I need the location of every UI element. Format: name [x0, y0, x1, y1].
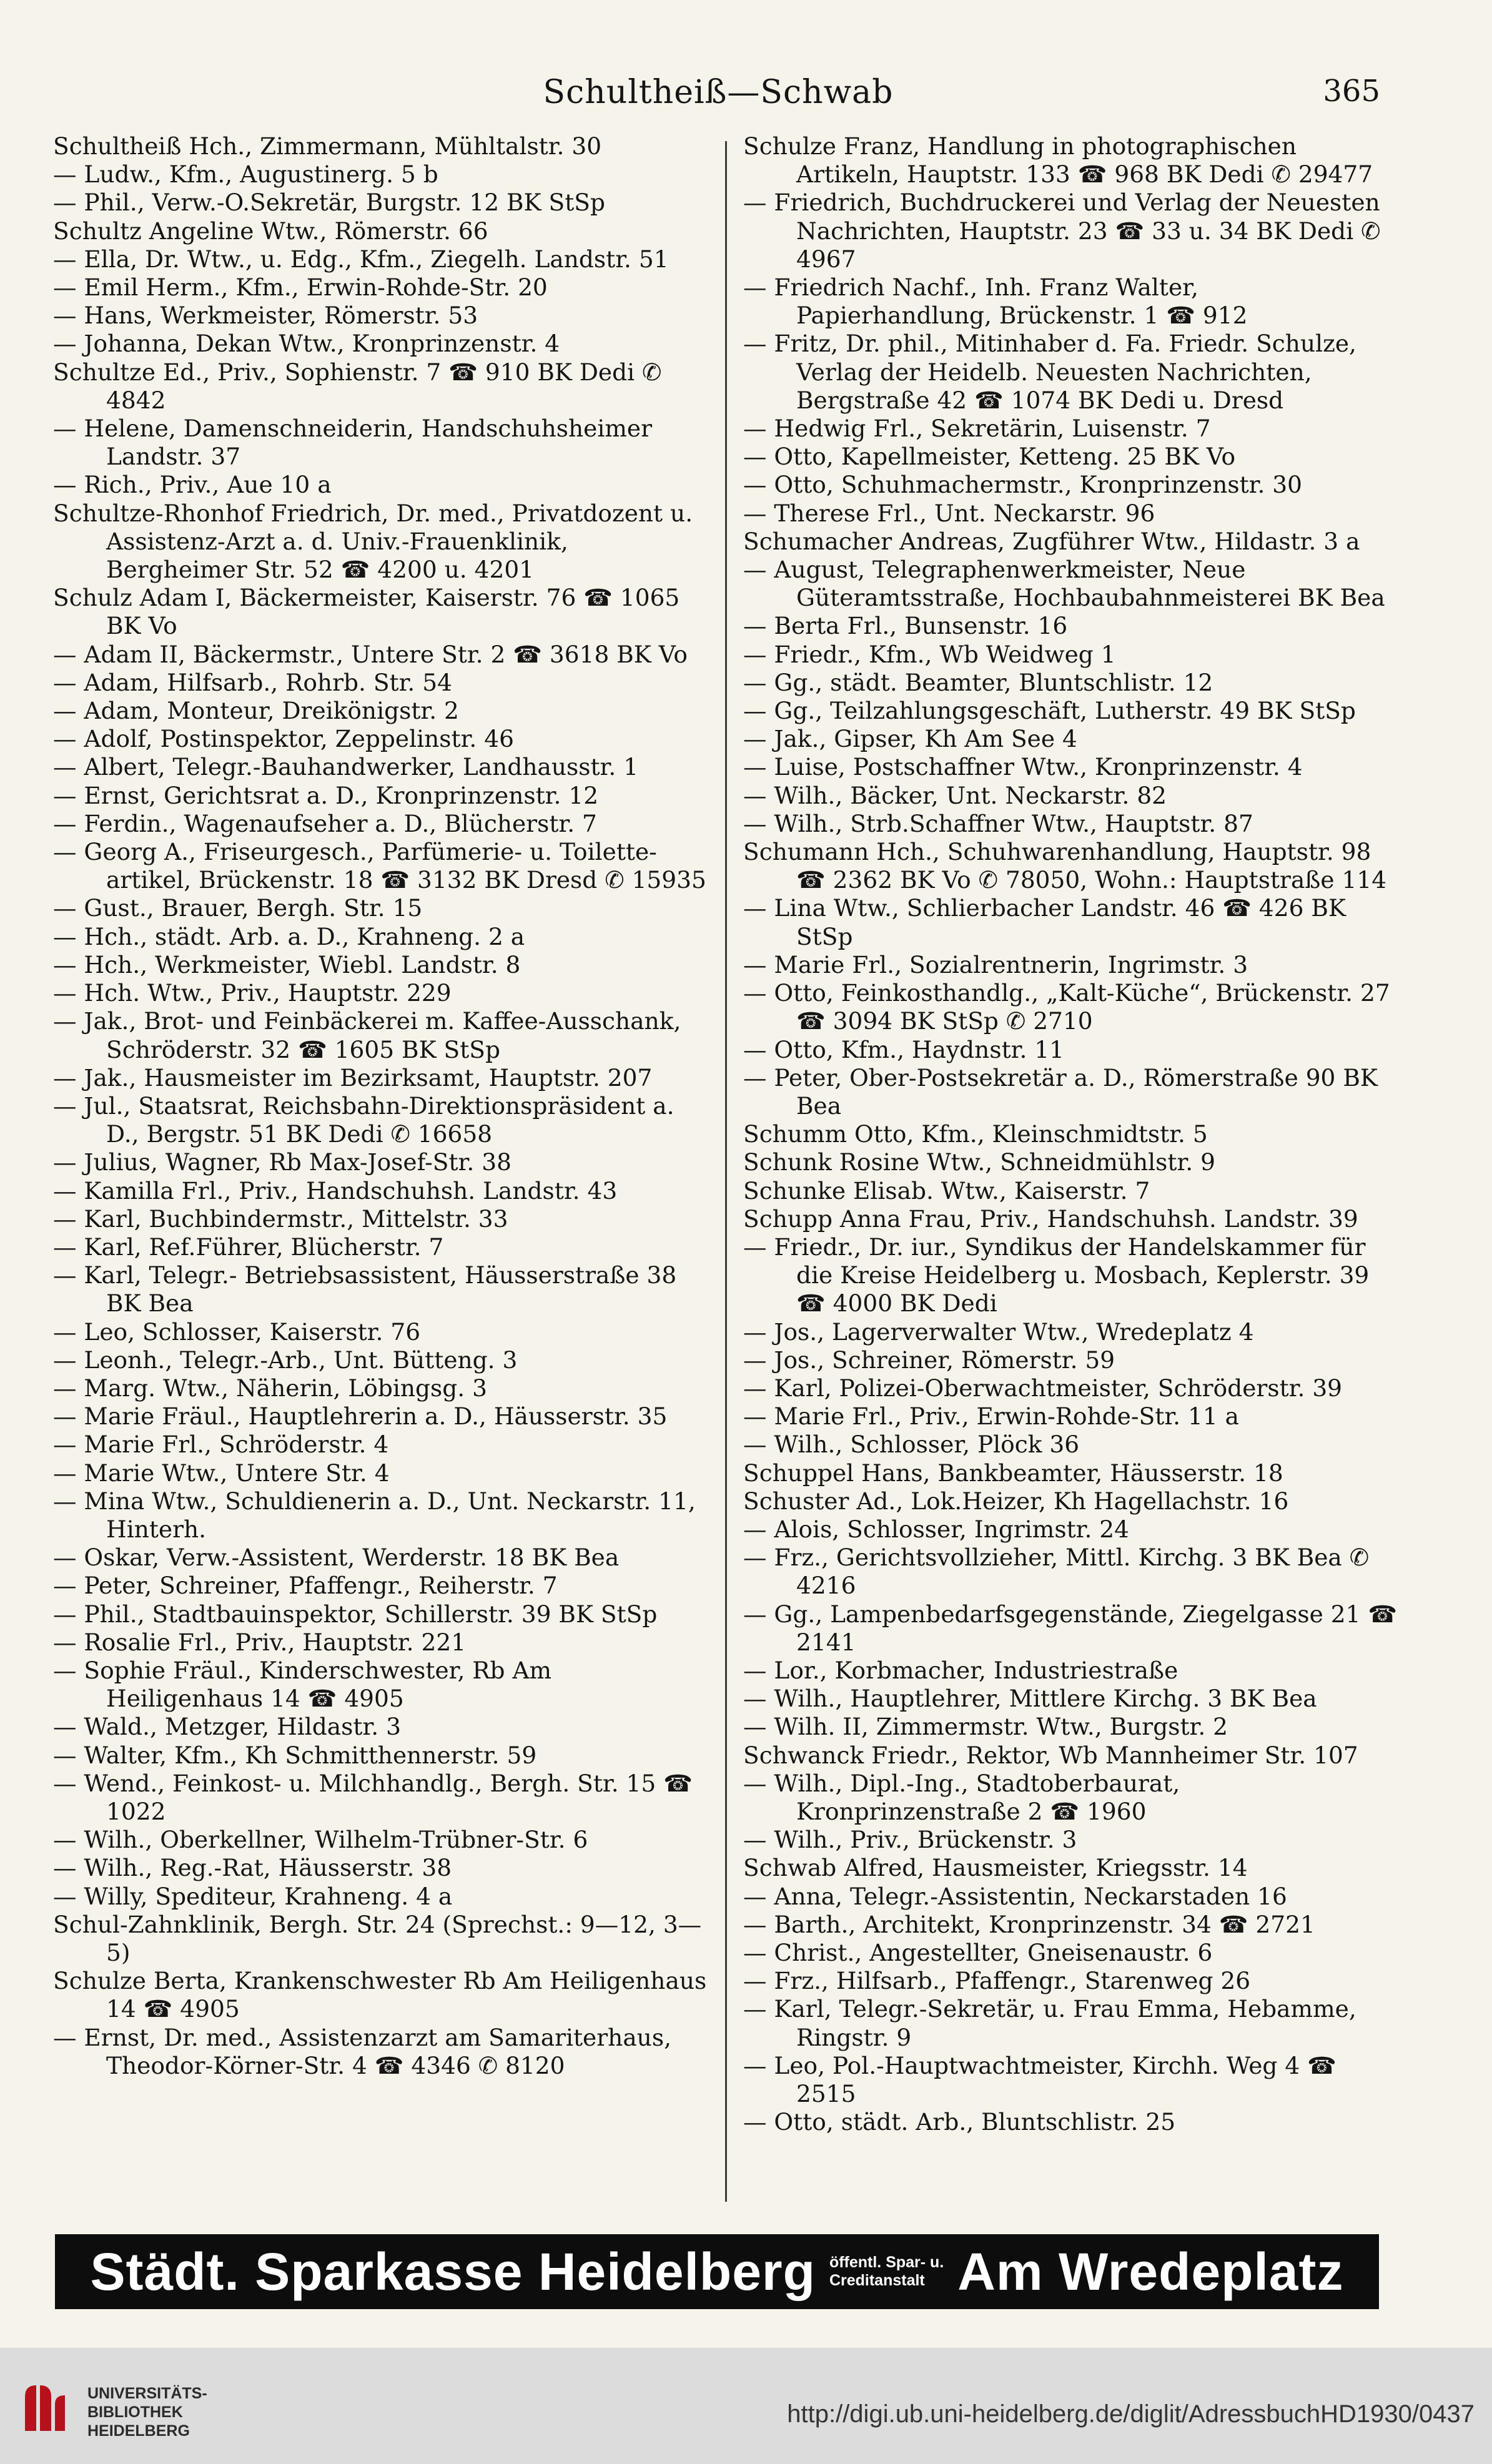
ad-small-line-2: Creditanstalt: [829, 2272, 925, 2289]
directory-entry: — Walter, Kfm., Kh Schmitthennerstr. 59: [53, 1741, 537, 1769]
directory-entry: Schunk Rosine Wtw., Schneidmühlstr. 9: [743, 1148, 1215, 1176]
column-divider: [725, 141, 727, 2202]
digitization-url-link[interactable]: http://digi.ub.uni-heidelberg.de/diglit/AdressbuchHD1930/0437: [787, 2400, 1475, 2428]
page-number: 365: [1323, 74, 1380, 109]
directory-entry: Schultze-Rhonhof Friedrich, Dr. med., Privatdozent u. Assistenz-Arzt a. d. Univ.-Frauenklinik, Bergheimer Str. 52 ☎ 4200 u. 4201: [53, 499, 693, 584]
directory-entry: — Jul., Staatsrat, Reichsbahn-Direktionspräsident a. D., Bergstr. 51 BK Dedi ✆ 16658: [53, 1092, 674, 1148]
library-name-line-3: HEIDELBERG: [87, 2422, 190, 2440]
sparkasse-advertisement: [55, 2234, 1379, 2309]
library-name-line-1: UNIVERSITÄTS-: [87, 2385, 207, 2402]
directory-entry: — Karl, Ref.Führer, Blücherstr. 7: [53, 1233, 444, 1261]
directory-entry: — Adolf, Postinspektor, Zeppelinstr. 46: [53, 725, 514, 753]
directory-entry: — Leonh., Telegr.-Arb., Unt. Bütteng. 3: [53, 1346, 518, 1374]
directory-entry: Schwanck Friedr., Rektor, Wb Mannheimer Str. 107: [743, 1741, 1358, 1769]
directory-entry: — Hans, Werkmeister, Römerstr. 53: [53, 302, 478, 330]
directory-entry: — Wilh., Bäcker, Unt. Neckarstr. 82: [743, 781, 1167, 809]
directory-entry: — Peter, Ober-Postsekretär a. D., Römerstraße 90 BK Bea: [743, 1063, 1378, 1120]
directory-entry: — Marie Wtw., Untere Str. 4: [53, 1459, 390, 1487]
directory-entry: Schul-Zahnklinik, Bergh. Str. 24 (Sprechst.: 9—12, 3—5): [53, 1910, 702, 1966]
directory-entry: — Karl, Telegr.- Betriebsassistent, Häusserstraße 38 BK Bea: [53, 1261, 677, 1318]
directory-entry: — Wilh., Oberkellner, Wilhelm-Trübner-Str. 6: [53, 1826, 588, 1854]
directory-entry: — Adam, Monteur, Dreikönigstr. 2: [53, 697, 459, 725]
directory-entry: — Willy, Spediteur, Krahneng. 4 a: [53, 1882, 453, 1910]
directory-entry: — Leo, Pol.-Hauptwachtmeister, Kirchh. Weg 4 ☎ 2515: [743, 2051, 1336, 2108]
directory-entry: — Wilh., Dipl.-Ing., Stadtoberbaurat, Kronprinzenstraße 2 ☎ 1960: [743, 1769, 1180, 1825]
directory-entry: Schwab Alfred, Hausmeister, Kriegsstr. 14: [743, 1854, 1248, 1882]
directory-entry: — Mina Wtw., Schuldienerin a. D., Unt. Neckarstr. 11, Hinterh.: [53, 1487, 696, 1543]
directory-entry: — Friedrich Nachf., Inh. Franz Walter, Papierhandlung, Brückenstr. 1 ☎ 912: [743, 274, 1248, 330]
directory-entry: — Helene, Damenschneiderin, Handschuhsheimer Landstr. 37: [53, 415, 653, 471]
directory-entry: — Jos., Schreiner, Römerstr. 59: [743, 1346, 1115, 1374]
directory-columns: [53, 132, 1398, 2199]
directory-entry: — August, Telegraphenwerkmeister, Neue Güteramtsstraße, Hochbaubahnmeisterei BK Bea: [743, 556, 1385, 612]
directory-entry: — Wend., Feinkost- u. Milchhandlg., Bergh. Str. 15 ☎ 1022: [53, 1769, 693, 1825]
directory-entry: — Karl, Buchbindermstr., Mittelstr. 33: [53, 1205, 508, 1233]
directory-entry: — Otto, Schuhmachermstr., Kronprinzenstr. 30: [743, 471, 1303, 499]
directory-entry: — Julius, Wagner, Rb Max-Josef-Str. 38: [53, 1148, 511, 1176]
directory-entry: — Otto, Feinkosthandlg., „Kalt-Küche“, Brückenstr. 27 ☎ 3094 BK StSp ✆ 2710: [743, 979, 1390, 1035]
directory-entry: — Marie Frl., Schröderstr. 4: [53, 1431, 389, 1459]
directory-entry: — Alois, Schlosser, Ingrimstr. 24: [743, 1515, 1130, 1543]
directory-entry: — Wald., Metzger, Hildastr. 3: [53, 1713, 401, 1741]
directory-entry: — Berta Frl., Bunsenstr. 16: [743, 612, 1068, 640]
directory-entry: — Hch., Werkmeister, Wiebl. Landstr. 8: [53, 950, 521, 978]
directory-entry: — Gust., Brauer, Bergh. Str. 15: [53, 894, 423, 922]
directory-entry: — Barth., Architekt, Kronprinzenstr. 34 ☎ 2721: [743, 1910, 1315, 1938]
library-name-line-2: BIBLIOTHEK: [87, 2403, 183, 2421]
directory-entry: — Adam, Hilfsarb., Rohrb. Str. 54: [53, 668, 452, 696]
directory-entry: — Ferdin., Wagenaufseher a. D., Blücherstr. 7: [53, 809, 597, 837]
directory-entry: — Jos., Lagerverwalter Wtw., Wredeplatz 4: [743, 1318, 1254, 1346]
page-header: [56, 74, 1380, 117]
directory-entry: — Therese Frl., Unt. Neckarstr. 96: [743, 499, 1155, 527]
directory-entry: Schumann Hch., Schuhwarenhandlung, Hauptstr. 98 ☎ 2362 BK Vo ✆ 78050, Wohn.: Hauptstraße 114: [743, 838, 1387, 894]
directory-entry: — Gg., Teilzahlungsgeschäft, Lutherstr. 49 BK StSp: [743, 697, 1356, 725]
directory-entry: — Wilh., Schlosser, Plöck 36: [743, 1431, 1080, 1459]
directory-entry: — Lor., Korbmacher, Industriestraße: [743, 1656, 1178, 1684]
directory-entry: — Luise, Postschaffner Wtw., Kronprinzenstr. 4: [743, 753, 1303, 781]
directory-entry: Schumacher Andreas, Zugführer Wtw., Hildastr. 3 a: [743, 527, 1360, 555]
directory-entry: — Jak., Hausmeister im Bezirksamt, Hauptstr. 207: [53, 1063, 653, 1092]
directory-entry: — Wilh., Hauptlehrer, Mittlere Kirchg. 3 BK Bea: [743, 1685, 1317, 1713]
directory-entry: — Emil Herm., Kfm., Erwin-Rohde-Str. 20: [53, 274, 548, 302]
directory-entry: — Johanna, Dekan Wtw., Kronprinzenstr. 4: [53, 330, 560, 358]
directory-entry: — Marie Fräul., Hauptlehrerin a. D., Häusserstr. 35: [53, 1402, 668, 1431]
directory-entry: Schulze Berta, Krankenschwester Rb Am Heiligenhaus 14 ☎ 4905: [53, 1967, 707, 2023]
directory-entry: — Jak., Gipser, Kh Am See 4: [743, 725, 1077, 753]
directory-entry: — Ella, Dr. Wtw., u. Edg., Kfm., Ziegelh. Landstr. 51: [53, 245, 669, 273]
directory-entry: — Hch. Wtw., Priv., Hauptstr. 229: [53, 979, 452, 1007]
ad-location-text: Am Wredeplatz: [957, 2242, 1344, 2301]
directory-entry: Schulze Franz, Handlung in photographischen Artikeln, Hauptstr. 133 ☎ 968 BK Dedi ✆ 29477: [743, 132, 1373, 189]
directory-entry: — Rosalie Frl., Priv., Hauptstr. 221: [53, 1628, 467, 1656]
directory-entry: — Frz., Hilfsarb., Pfaffengr., Starenweg 26: [743, 1967, 1251, 1995]
directory-entry: — Friedr., Dr. iur., Syndikus der Handelskammer für die Kreise Heidelberg u. Mosbach, Keplerstr. 39 ☎ 4000 BK Dedi: [743, 1233, 1370, 1318]
directory-entry: — Marie Frl., Priv., Erwin-Rohde-Str. 11 a: [743, 1402, 1240, 1431]
directory-entry: — Christ., Angestellter, Gneisenaustr. 6: [743, 1939, 1213, 1966]
directory-entry: — Wilh. II, Zimmermstr. Wtw., Burgstr. 2: [743, 1713, 1228, 1741]
directory-entry: — Wilh., Strb.Schaffner Wtw., Hauptstr. 87: [743, 809, 1253, 837]
directory-entry: — Otto, Kfm., Haydnstr. 11: [743, 1035, 1065, 1063]
directory-entry: Schuster Ad., Lok.Heizer, Kh Hagellachstr. 16: [743, 1487, 1289, 1515]
directory-entry: — Friedrich, Buchdruckerei und Verlag der Neuesten Nachrichten, Hauptstr. 23 ☎ 33 u. 34 BK Dedi ✆ 4967: [743, 189, 1381, 273]
directory-entry: Schuppel Hans, Bankbeamter, Häusserstr. 18: [743, 1459, 1283, 1487]
directory-entry: — Otto, städt. Arb., Bluntschlistr. 25: [743, 2108, 1176, 2136]
directory-entry: — Marie Frl., Sozialrentnerin, Ingrimstr. 3: [743, 950, 1248, 978]
directory-entry: — Oskar, Verw.-Assistent, Werderstr. 18 BK Bea: [53, 1544, 620, 1572]
directory-entry: — Gg., Lampenbedarfsgegenstände, Ziegelgasse 21 ☎ 2141: [743, 1600, 1398, 1656]
directory-entry: Schupp Anna Frau, Priv., Handschuhsh. Landstr. 39: [743, 1205, 1358, 1233]
university-library-logo-icon: [14, 2378, 76, 2440]
directory-entry: — Marg. Wtw., Näherin, Löbingsg. 3: [53, 1374, 487, 1402]
directory-entry: — Hedwig Frl., Sekretärin, Luisenstr. 7: [743, 415, 1211, 443]
directory-entry: Schultz Angeline Wtw., Römerstr. 66: [53, 217, 488, 245]
ad-small-text: [829, 2254, 944, 2290]
directory-entry: — Wilh., Reg.-Rat, Häusserstr. 38: [53, 1854, 452, 1882]
directory-entry: — Hch., städt. Arb. a. D., Krahneng. 2 a: [53, 922, 525, 950]
directory-entry: — Rich., Priv., Aue 10 a: [53, 471, 332, 499]
ad-small-line-1: öffentl. Spar- u.: [829, 2254, 944, 2271]
directory-entry: — Friedr., Kfm., Wb Weidweg 1: [743, 640, 1116, 668]
directory-entry: — Ludw., Kfm., Augustinerg. 5 b: [53, 160, 438, 189]
directory-entry: — Ernst, Gerichtsrat a. D., Kronprinzenstr. 12: [53, 781, 599, 809]
directory-entry: — Gg., städt. Beamter, Bluntschlistr. 12: [743, 668, 1213, 696]
left-column: [53, 132, 709, 2199]
directory-entry: Schunke Elisab. Wtw., Kaiserstr. 7: [743, 1176, 1150, 1205]
directory-entry: — Phil., Verw.-O.Sekretär, Burgstr. 12 BK StSp: [53, 189, 605, 217]
ad-main-text: Städt. Sparkasse Heidelberg: [90, 2242, 816, 2301]
directory-entry: — Phil., Stadtbauinspektor, Schillerstr. 39 BK StSp: [53, 1600, 658, 1628]
directory-entry: — Wilh., Priv., Brückenstr. 3: [743, 1826, 1077, 1854]
directory-entry: — Peter, Schreiner, Pfaffengr., Reiherstr. 7: [53, 1572, 558, 1600]
directory-entry: — Jak., Brot- und Feinbäckerei m. Kaffee-Ausschank, Schröderstr. 32 ☎ 1605 BK StSp: [53, 1007, 681, 1063]
running-title: Schultheiß—Schwab: [543, 74, 894, 111]
library-footer: [0, 2348, 1492, 2464]
right-column: [743, 132, 1399, 2199]
directory-entry: — Adam II, Bäckermstr., Untere Str. 2 ☎ 3618 BK Vo: [53, 640, 688, 668]
directory-entry: — Otto, Kapellmeister, Ketteng. 25 BK Vo: [743, 443, 1236, 471]
directory-entry: Schulz Adam I, Bäckermeister, Kaiserstr. 76 ☎ 1065 BK Vo: [53, 584, 680, 640]
directory-entry: — Karl, Telegr.-Sekretär, u. Frau Emma, Hebamme, Ringstr. 9: [743, 1995, 1356, 2051]
directory-entry: Schumm Otto, Kfm., Kleinschmidtstr. 5: [743, 1120, 1208, 1148]
directory-entry: — Ernst, Dr. med., Assistenzarzt am Samariterhaus, Theodor-Körner-Str. 4 ☎ 4346 ✆ 8120: [53, 2023, 671, 2079]
directory-entry: — Albert, Telegr.-Bauhandwerker, Landhausstr. 1: [53, 753, 639, 781]
directory-entry: Schultze Ed., Priv., Sophienstr. 7 ☎ 910 BK Dedi ✆ 4842: [53, 358, 662, 414]
directory-entry: — Sophie Fräul., Kinderschwester, Rb Am Heiligenhaus 14 ☎ 4905: [53, 1656, 552, 1713]
directory-entry: — Leo, Schlosser, Kaiserstr. 76: [53, 1318, 421, 1346]
directory-entry: — Karl, Polizei-Oberwachtmeister, Schröderstr. 39: [743, 1374, 1343, 1402]
directory-entry: — Anna, Telegr.-Assistentin, Neckarstaden 16: [743, 1882, 1287, 1910]
directory-entry: — Fritz, Dr. phil., Mitinhaber d. Fa. Friedr. Schulze, Verlag der Heidelb. Neuesten Nachrichten, Bergstraße 42 ☎ 1074 BK Dedi u. Dresd: [743, 330, 1356, 414]
directory-entry: — Frz., Gerichtsvollzieher, Mittl. Kirchg. 3 BK Bea ✆ 4216: [743, 1544, 1370, 1600]
directory-entry: Schultheiß Hch., Zimmermann, Mühltalstr. 30: [53, 132, 602, 160]
directory-entry: — Lina Wtw., Schlierbacher Landstr. 46 ☎ 426 BK StSp: [743, 894, 1346, 950]
directory-entry: — Georg A., Friseurgesch., Parfümerie- u. Toilette-artikel, Brückenstr. 18 ☎ 3132 BK Dresd ✆ 15935: [53, 838, 706, 894]
directory-entry: — Kamilla Frl., Priv., Handschuhsh. Landstr. 43: [53, 1176, 618, 1205]
library-name: [87, 2384, 207, 2440]
